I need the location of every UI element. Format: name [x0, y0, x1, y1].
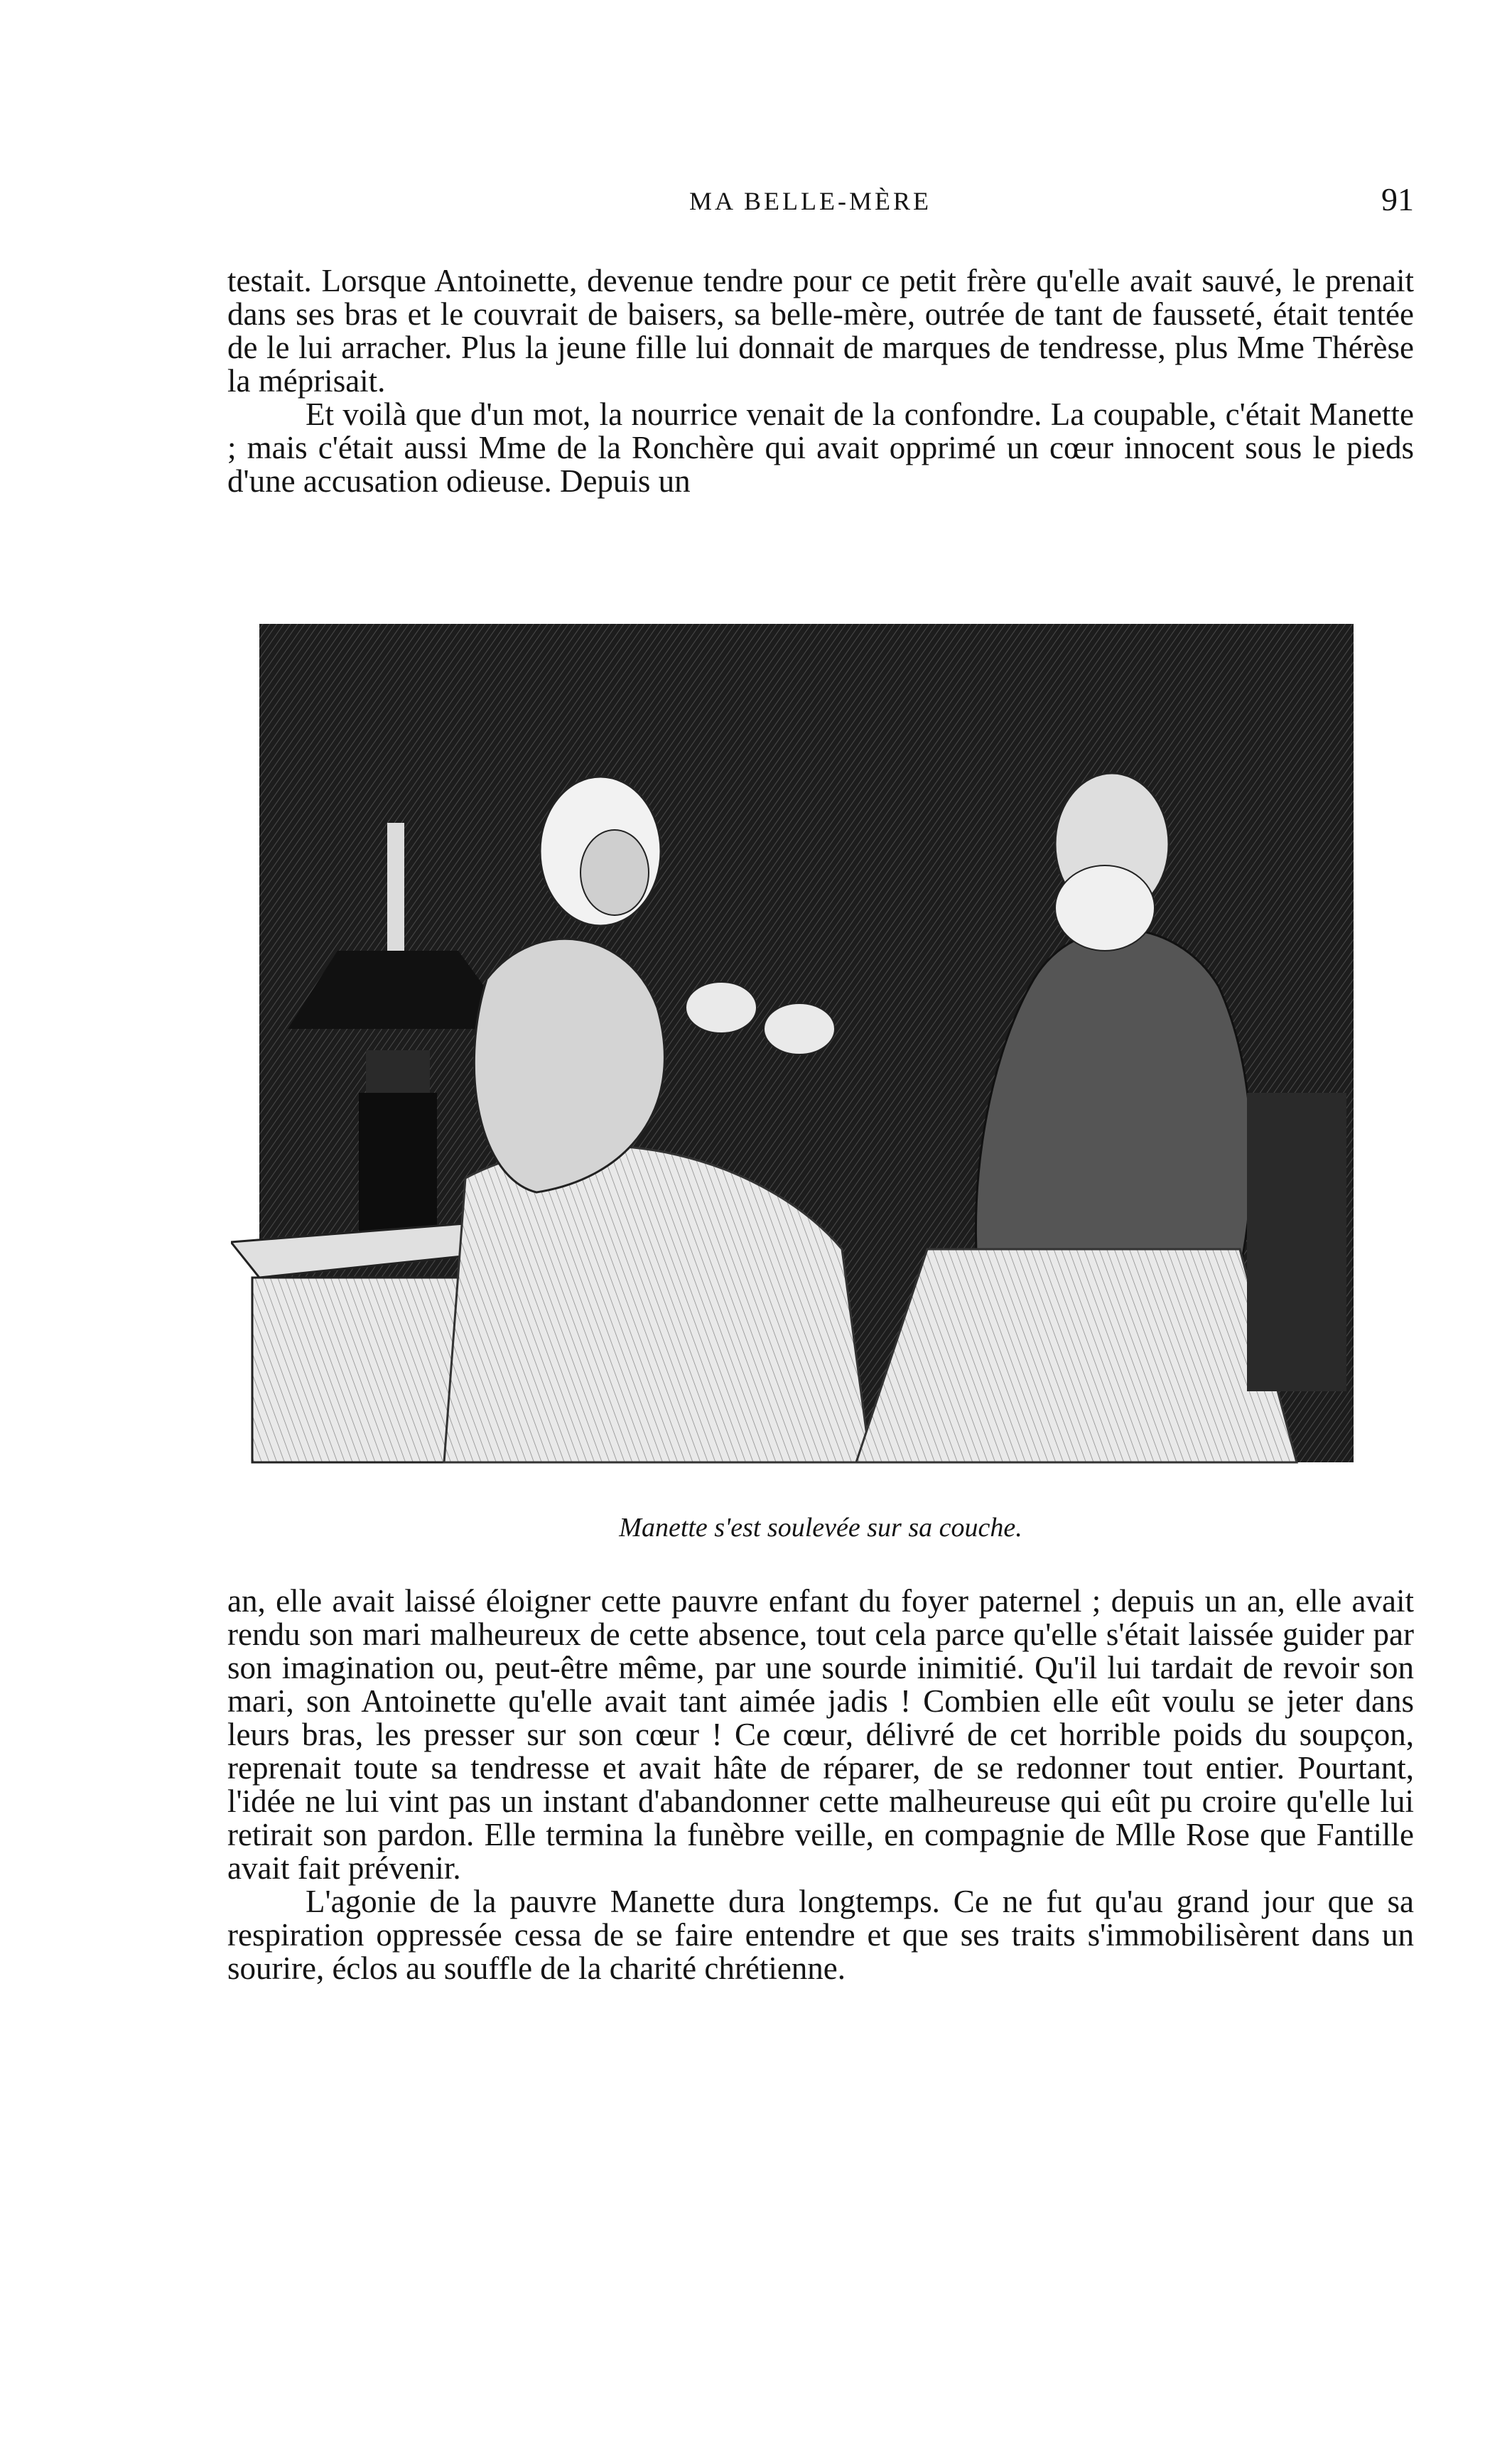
page-number: 91 [1381, 181, 1414, 217]
paragraph: Et voilà que d'un mot, la nourrice venait de la confondre. La coupable, c'était Manette ; mais c'était aussi Mme de la Ronchère qui avait opprimé un cœur innocent sous le pieds d'une accusation odieuse. Depuis un [227, 396, 1414, 499]
paragraph: an, elle avait laissé éloigner cette pauvre enfant du foyer paternel ; depuis un an, elle avait rendu son mari malheureux de cette absence, tout cela parce qu'elle s'était laissée guider par son imagination ou, peut-être même, par une sourde inimitié. Qu'il lui tardait de revoir son mari, son Antoinette qu'elle avait tant aimée jadis ! Combien elle eût voulu se jeter dans leurs bras, les presser sur son cœur ! Ce cœur, délivré de cet horrible poids du soupçon, reprenait toute sa tendresse et avait hâte de réparer, de se redonner tout entier. Pourtant, l'idée ne lui vint pas un instant d'abandonner cette malheureuse qui eût pu croire qu'elle lui retirait son pardon. Elle termina la funèbre veille, en compagnie de Mlle Rose que Fantille avait fait prévenir. [227, 1583, 1414, 1886]
top-text [227, 264, 1414, 498]
paragraph: testait. Lorsque Antoinette, devenue tendre pour ce petit frère qu'elle avait sauvé, le prenait dans ses bras et le couvrait de baisers, sa belle-mère, outrée de tant de fausseté, était tentée de le lui arracher. Plus la jeune fille lui donnait de marques de tendresse, plus Mme Thérèse la méprisait. [227, 263, 1414, 399]
illustration-caption: Manette s'est soulevée sur sa couche. [619, 1513, 1022, 1543]
bottom-text [227, 1585, 1414, 1985]
engraving-illustration [231, 610, 1375, 1491]
paragraph: L'agonie de la pauvre Manette dura longtemps. Ce ne fut qu'au grand jour que sa respiration oppressée cessa de se faire entendre et que ses traits s'immobilisèrent dans un sourire, éclos au souffle de la charité chrétienne. [227, 1884, 1414, 1986]
running-title: MA BELLE-MÈRE [689, 187, 932, 215]
engraving-picture [231, 610, 1375, 1491]
page-header [227, 181, 1414, 229]
